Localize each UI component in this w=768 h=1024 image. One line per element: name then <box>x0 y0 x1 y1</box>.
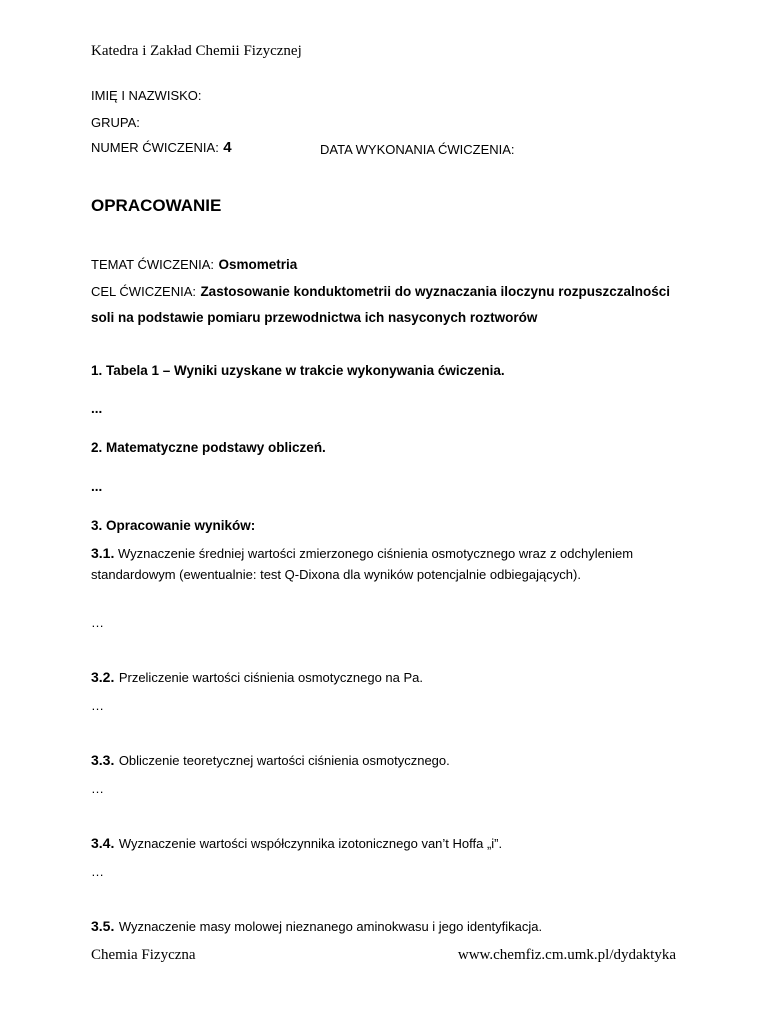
date-label: DATA WYKONANIA ĆWICZENIA: <box>320 142 515 157</box>
section-2-placeholder: ... <box>91 479 103 494</box>
section-2-title: 2. Matematyczne podstawy obliczeń. <box>91 440 326 455</box>
section-3-1-text: Wyznaczenie średniej wartości zmierzonego ciśnienia osmotycznego wraz z odchyleniem standardowym (ewentualnie: test Q-Dixona dla wyników potencjalnie odbiegających). <box>91 546 634 582</box>
section-3-5-number: 3.5. <box>91 918 115 934</box>
section-1-title: 1. Tabela 1 – Wyniki uzyskane w trakcie wykonywania ćwiczenia. <box>91 363 505 378</box>
goal-line-1 <box>91 283 670 301</box>
goal-value-1: Zastosowanie konduktometrii do wyznaczania iloczynu rozpuszczalności <box>200 284 671 299</box>
section-3-3-placeholder: … <box>91 781 104 796</box>
section-3-4 <box>91 835 502 853</box>
group-label: GRUPA: <box>91 115 140 130</box>
goal-label: CEL ĆWICZENIA: <box>91 284 196 299</box>
exercise-number-line <box>91 139 232 157</box>
topic-value: Osmometria <box>218 257 298 272</box>
footer-left: Chemia Fizyczna <box>91 947 196 963</box>
section-3-5 <box>91 918 542 936</box>
section-3-3-number: 3.3. <box>91 752 115 768</box>
footer-url: www.chemfiz.cm.umk.pl/dydaktyka <box>457 947 676 963</box>
section-3-1-number: 3.1. <box>91 545 115 561</box>
section-3-4-placeholder: … <box>91 864 104 879</box>
section-3-2-text: Przeliczenie wartości ciśnienia osmotycznego na Pa. <box>118 670 424 685</box>
section-3-2-number: 3.2. <box>91 669 115 685</box>
section-3-1-placeholder: … <box>91 615 104 630</box>
exercise-number-value: 4 <box>223 139 232 156</box>
section-1-placeholder: ... <box>91 401 103 416</box>
header-institution: Katedra i Zakład Chemii Fizycznej <box>91 43 302 59</box>
section-3-3-text: Obliczenie teoretycznej wartości ciśnienia osmotycznego. <box>118 753 450 768</box>
section-3-4-text: Wyznaczenie wartości współczynnika izotonicznego van’t Hoffa „i”. <box>118 836 503 851</box>
name-label: IMIĘ I NAZWISKO: <box>91 88 202 103</box>
section-3-3 <box>91 752 450 770</box>
section-3-2-placeholder: … <box>91 698 104 713</box>
report-heading: OPRACOWANIE <box>91 196 222 215</box>
section-3-4-number: 3.4. <box>91 835 115 851</box>
section-3-title: 3. Opracowanie wyników: <box>91 518 256 533</box>
goal-value-2: soli na podstawie pomiaru przewodnictwa ich nasyconych roztworów <box>91 310 538 325</box>
topic-line <box>91 256 297 274</box>
section-3-1 <box>91 543 651 585</box>
exercise-number-label: NUMER ĆWICZENIA: <box>91 140 219 155</box>
section-3-5-text: Wyznaczenie masy molowej nieznanego aminokwasu i jego identyfikacja. <box>118 919 543 934</box>
topic-label: TEMAT ĆWICZENIA: <box>91 257 215 272</box>
section-3-2 <box>91 669 423 687</box>
